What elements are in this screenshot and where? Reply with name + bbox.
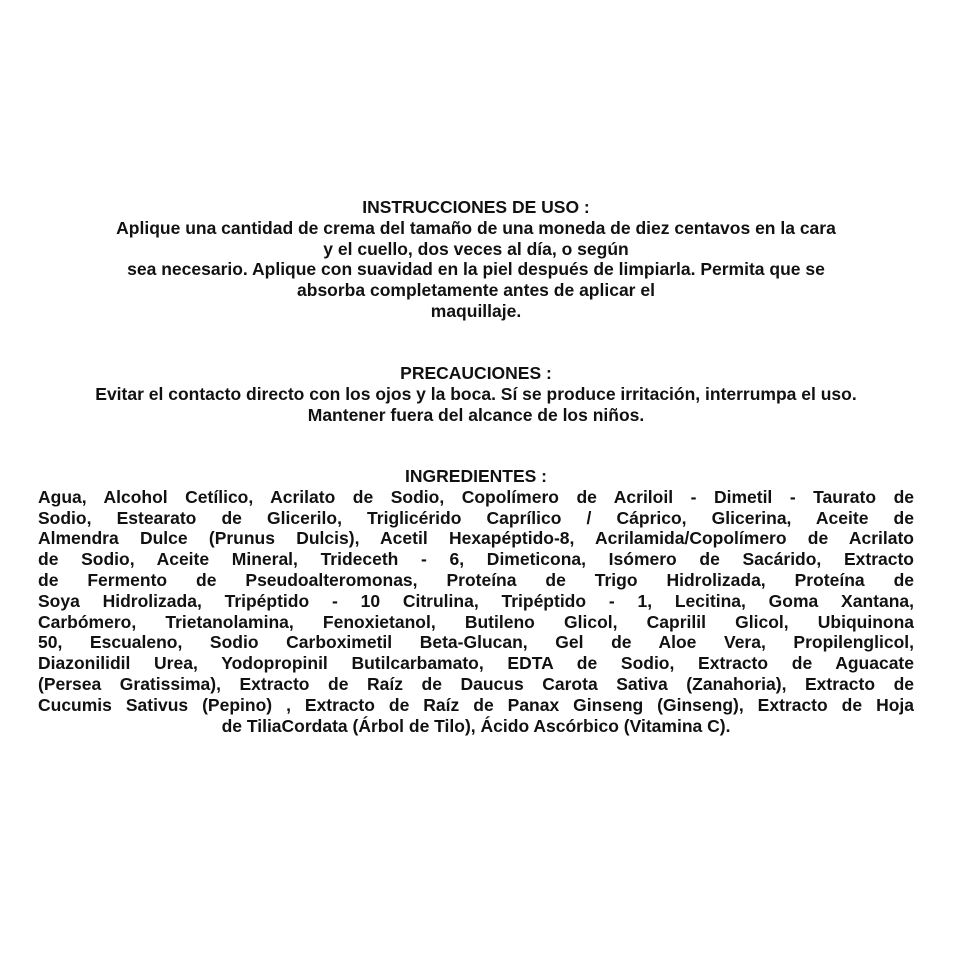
ingredients-line: Carbómero, Trietanolamina, Fenoxietanol, Butileno Glicol, Caprilil Glicol, Ubiquinona — [38, 611, 914, 632]
ingredients-line: de Sodio, Aceite Mineral, Trideceth - 6, Dimeticona, Isómero de Sacárido, Extracto — [38, 549, 914, 570]
ingredients-line: Sodio, Estearato de Glicerilo, Triglicérido Caprílico / Cáprico, Glicerina, Aceite de — [38, 507, 914, 528]
ingredients-heading: INGREDIENTES : — [405, 466, 547, 486]
instructions-line: Aplique una cantidad de crema del tamaño de una moneda de diez centavos en la cara — [116, 217, 836, 238]
ingredients-section — [38, 466, 914, 736]
ingredients-line: Agua, Alcohol Cetílico, Acrilato de Sodio, Copolímero de Acriloil - Dimetil - Taurato de — [38, 486, 914, 507]
ingredients-line: de TiliaCordata (Árbol de Tilo), Ácido Ascórbico (Vitamina C). — [221, 715, 731, 736]
instructions-line: maquillaje. — [430, 300, 522, 321]
instructions-section — [38, 197, 914, 322]
precautions-section — [38, 363, 914, 425]
ingredients-line: Diazonilidil Urea, Yodopropinil Butilcarbamato, EDTA de Sodio, Extracto de Aguacate — [38, 653, 914, 674]
ingredients-line: 50, Escualeno, Sodio Carboximetil Beta-Glucan, Gel de Aloe Vera, Propilenglicol, — [38, 632, 914, 653]
instructions-line: absorba completamente antes de aplicar el — [297, 280, 655, 301]
precautions-heading: PRECAUCIONES : — [400, 363, 552, 383]
ingredients-line: Soya Hidrolizada, Tripéptido - 10 Citrulina, Tripéptido - 1, Lecitina, Goma Xantana, — [38, 590, 914, 611]
instructions-heading: INSTRUCCIONES DE USO : — [362, 197, 590, 217]
ingredients-line: (Persea Gratissima), Extracto de Raíz de Daucus Carota Sativa (Zanahoria), Extracto de — [38, 673, 914, 694]
ingredients-line: de Fermento de Pseudoalteromonas, Proteína de Trigo Hidrolizada, Proteína de — [38, 569, 914, 590]
instructions-line: sea necesario. Aplique con suavidad en la piel después de limpiarla. Permita que se — [127, 259, 825, 280]
precautions-line: Mantener fuera del alcance de los niños. — [307, 404, 645, 425]
precautions-line: Evitar el contacto directo con los ojos y la boca. Sí se produce irritación, interrumpa el uso. — [95, 383, 857, 404]
ingredients-line: Almendra Dulce (Prunus Dulcis), Acetil Hexapéptido-8, Acrilamida/Copolímero de Acrilato — [38, 528, 914, 549]
instructions-line: y el cuello, dos veces al día, o según — [323, 238, 629, 259]
ingredients-line: Cucumis Sativus (Pepino) , Extracto de Raíz de Panax Ginseng (Ginseng), Extracto de Hoja — [38, 694, 914, 715]
